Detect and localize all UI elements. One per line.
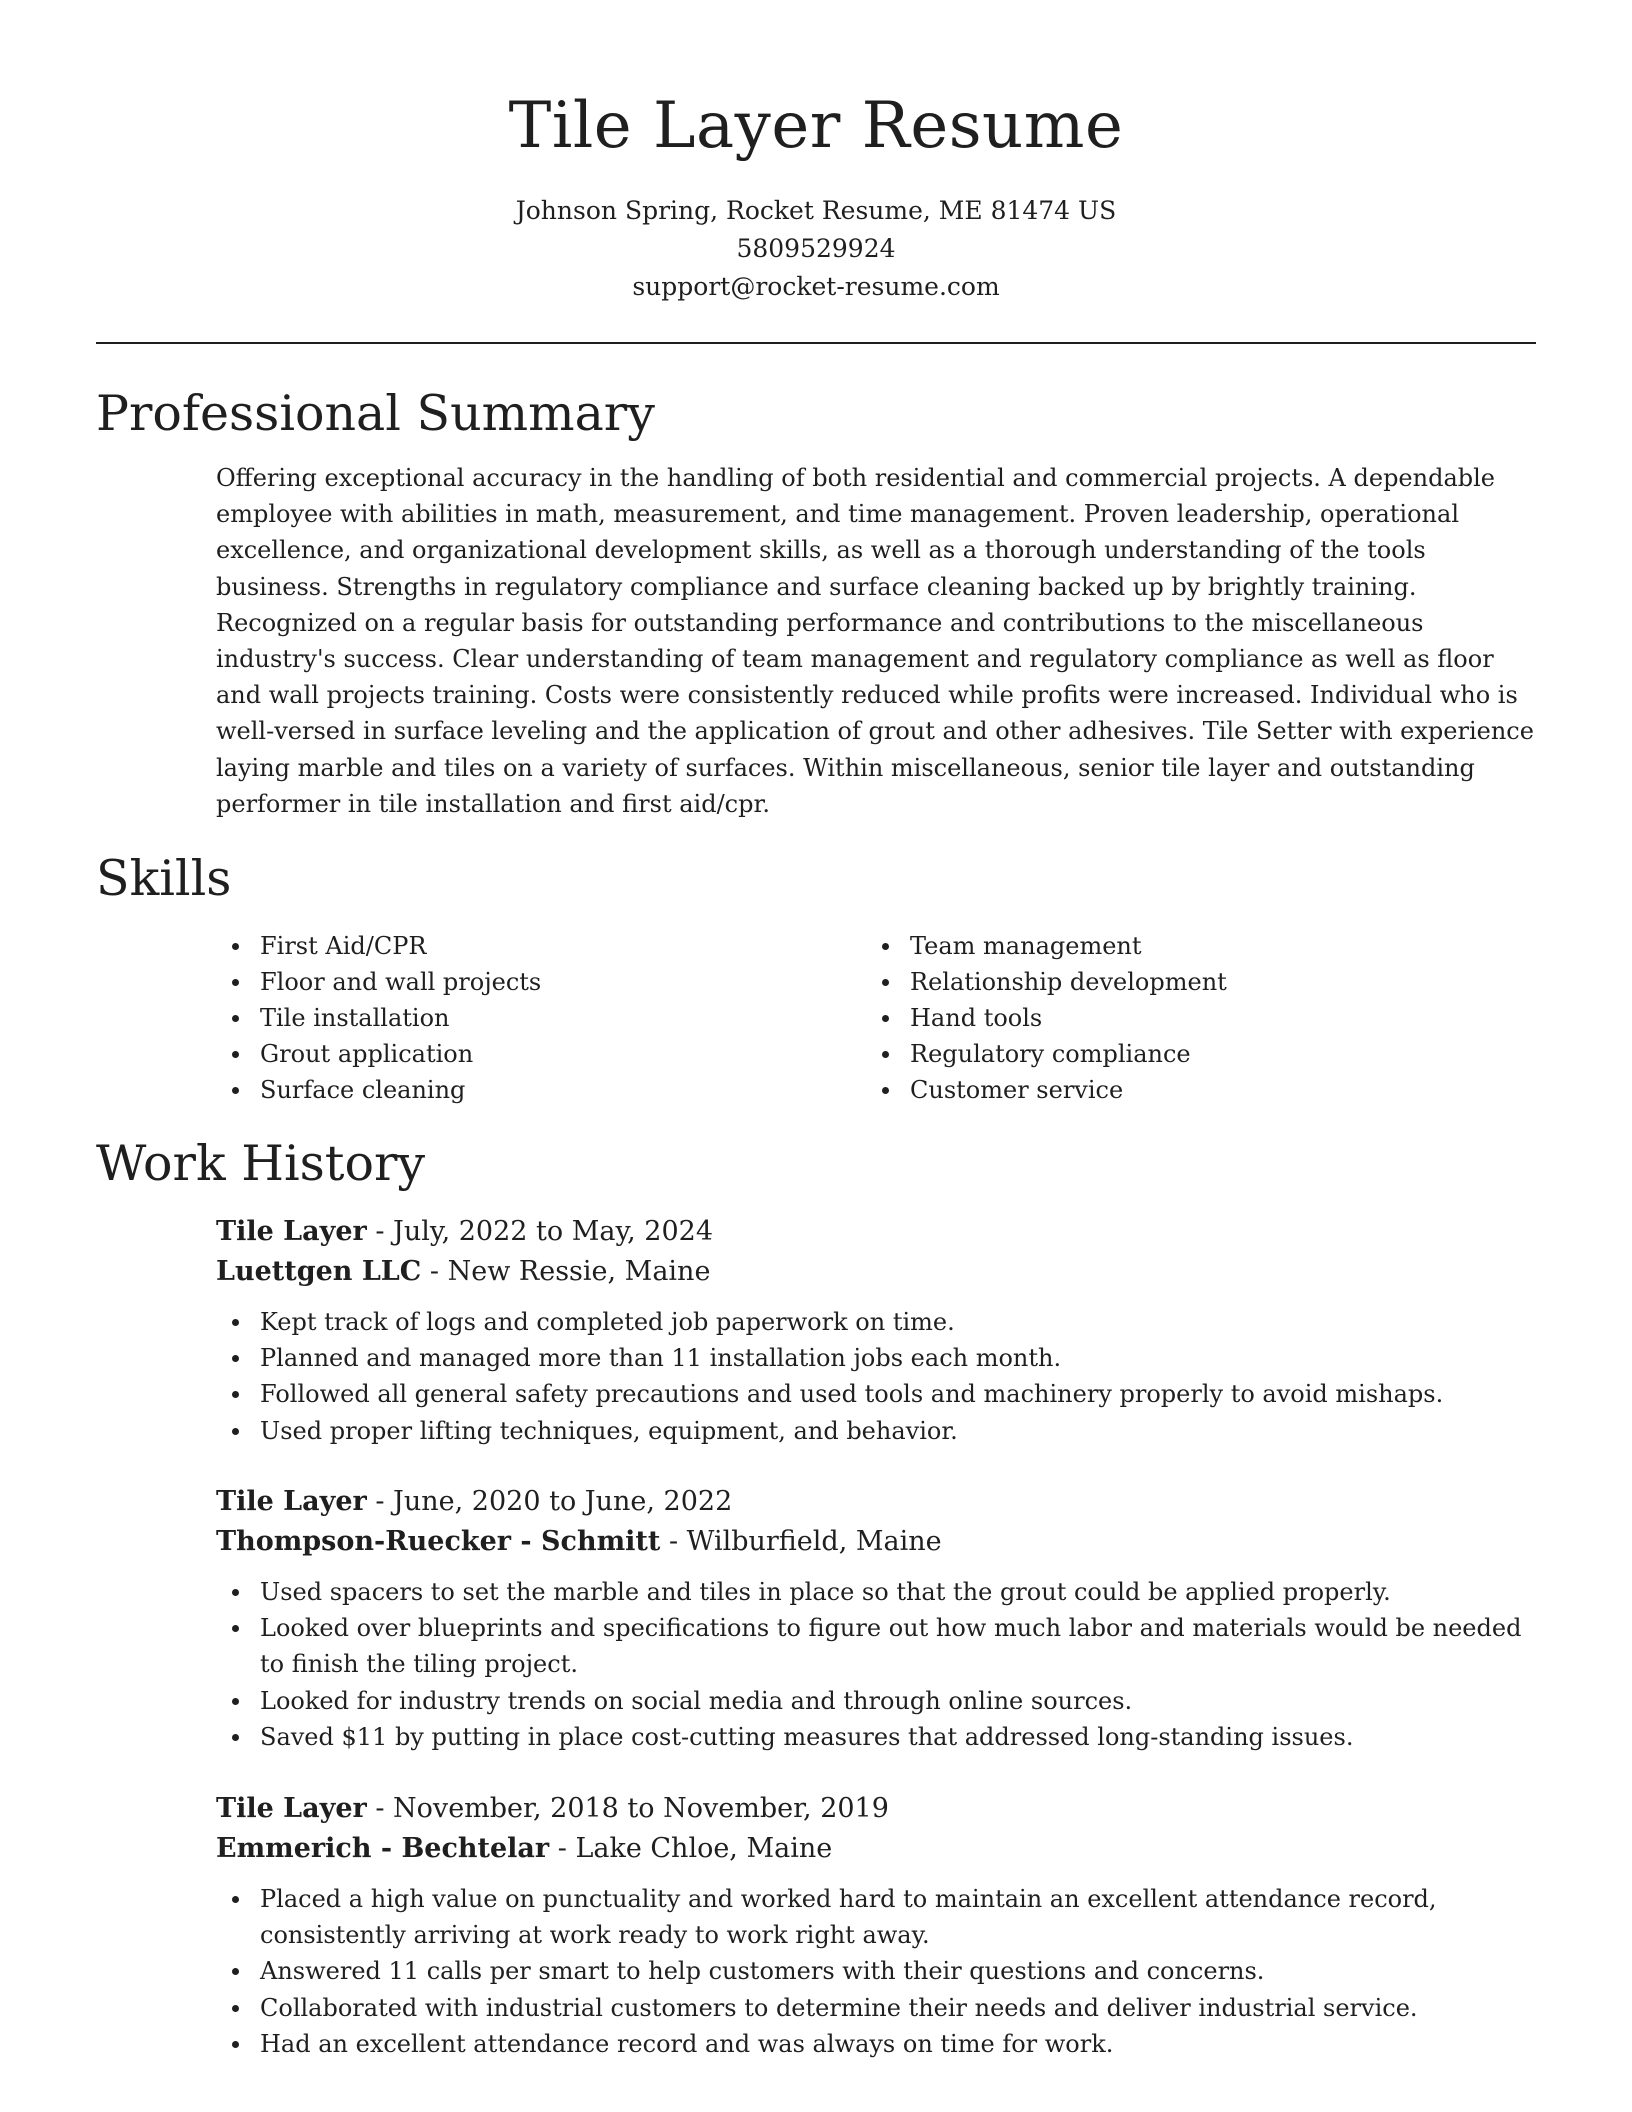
job-location: - Lake Chloe, Maine — [549, 1833, 833, 1864]
job-company-line — [216, 1522, 1536, 1562]
summary-heading: Professional Summary — [96, 385, 655, 442]
skills-heading: Skills — [96, 850, 232, 907]
list-item: Followed all general safety precautions and used tools and machinery properly to avoid mishaps. — [216, 1376, 1536, 1412]
skill-item: Regulatory compliance — [866, 1036, 1526, 1072]
list-item: Looked over blueprints and specifications to figure out how much labor and materials would be needed to finish the tiling project. — [216, 1610, 1536, 1682]
page-title: Tile Layer Resume — [508, 89, 1124, 163]
list-item: Answered 11 calls per smart to help customers with their questions and concerns. — [216, 1953, 1536, 1989]
list-item: Saved $11 by putting in place cost-cutting measures that addressed long-standing issues. — [216, 1719, 1536, 1755]
skill-item: Floor and wall projects — [216, 964, 816, 1000]
job-dates: - June, 2020 to June, 2022 — [366, 1486, 733, 1517]
job-entry — [216, 1482, 1536, 1755]
contact-phone: 5809529924 — [736, 234, 896, 263]
list-item: Collaborated with industrial customers to determine their needs and deliver industrial service. — [216, 1990, 1536, 2026]
job-entry — [216, 1789, 1536, 2062]
skill-item: Grout application — [216, 1036, 816, 1072]
list-item: Kept track of logs and completed job paperwork on time. — [216, 1304, 1536, 1340]
job-title-line — [216, 1212, 1536, 1252]
job-role: Tile Layer — [216, 1793, 367, 1824]
list-item: Used proper lifting techniques, equipment, and behavior. — [216, 1413, 1536, 1449]
list-item: Placed a high value on punctuality and worked hard to maintain an excellent attendance record, consistently arriving at work ready to work right away. — [216, 1881, 1536, 1953]
contact-address: Johnson Spring, Rocket Resume, ME 81474 US — [515, 196, 1117, 225]
job-role: Tile Layer — [216, 1486, 367, 1517]
job-location: - New Ressie, Maine — [421, 1256, 711, 1287]
skill-item: Hand tools — [866, 1000, 1526, 1036]
job-dates: - November, 2018 to November, 2019 — [366, 1793, 889, 1824]
work-history-heading: Work History — [96, 1135, 426, 1192]
skill-item: Team management — [866, 928, 1526, 964]
summary-text: Offering exceptional accuracy in the handling of both residential and commercial projects. A dependable employee with abilities in math, measurement, and time management. Proven leadership, operational excellence, and organizational development skills, as well as a thorough understanding of the tools business. Strengths in regulatory compliance and surface cleaning backed up by brightly training. Recognized on a regular basis for outstanding performance and contributions to the miscellaneous industry's success. Clear understanding of team management and regulatory compliance as well as floor and wall projects training. Costs were consistently reduced while profits were increased. Individual who is well-versed in surface leveling and the application of grout and other adhesives. Tile Setter with experience laying marble and tiles on a variety of surfaces. Within miscellaneous, senior tile layer and outstanding performer in tile installation and first aid/cpr. — [216, 464, 1534, 818]
skill-item: First Aid/CPR — [216, 928, 816, 964]
skill-item: Tile installation — [216, 1000, 816, 1036]
skill-item: Surface cleaning — [216, 1072, 816, 1108]
job-entry — [216, 1212, 1536, 1449]
skills-list-right — [866, 928, 1526, 1108]
list-item: Used spacers to set the marble and tiles in place so that the grout could be applied properly. — [216, 1574, 1536, 1610]
job-company: Thompson-Ruecker - Schmitt — [216, 1526, 661, 1557]
job-company: Emmerich - Bechtelar — [216, 1833, 550, 1864]
skills-list-left — [216, 928, 816, 1108]
header-divider — [96, 342, 1536, 344]
job-company-line — [216, 1829, 1536, 1869]
job-duties — [216, 1304, 1536, 1449]
skill-item: Relationship development — [866, 964, 1526, 1000]
list-item: Planned and managed more than 11 installation jobs each month. — [216, 1340, 1536, 1376]
skill-item: Customer service — [866, 1072, 1526, 1108]
contact-email: support@rocket-resume.com — [632, 272, 1000, 301]
job-duties — [216, 1881, 1536, 2062]
job-company: Luettgen LLC — [216, 1256, 422, 1287]
job-role: Tile Layer — [216, 1216, 367, 1247]
job-title-line — [216, 1789, 1536, 1829]
list-item: Looked for industry trends on social media and through online sources. — [216, 1683, 1536, 1719]
job-dates: - July, 2022 to May, 2024 — [366, 1216, 714, 1247]
list-item: Had an excellent attendance record and was always on time for work. — [216, 2026, 1536, 2062]
job-location: - Wilburfield, Maine — [660, 1526, 942, 1557]
job-company-line — [216, 1252, 1536, 1292]
job-title-line — [216, 1482, 1536, 1522]
job-duties — [216, 1574, 1536, 1755]
